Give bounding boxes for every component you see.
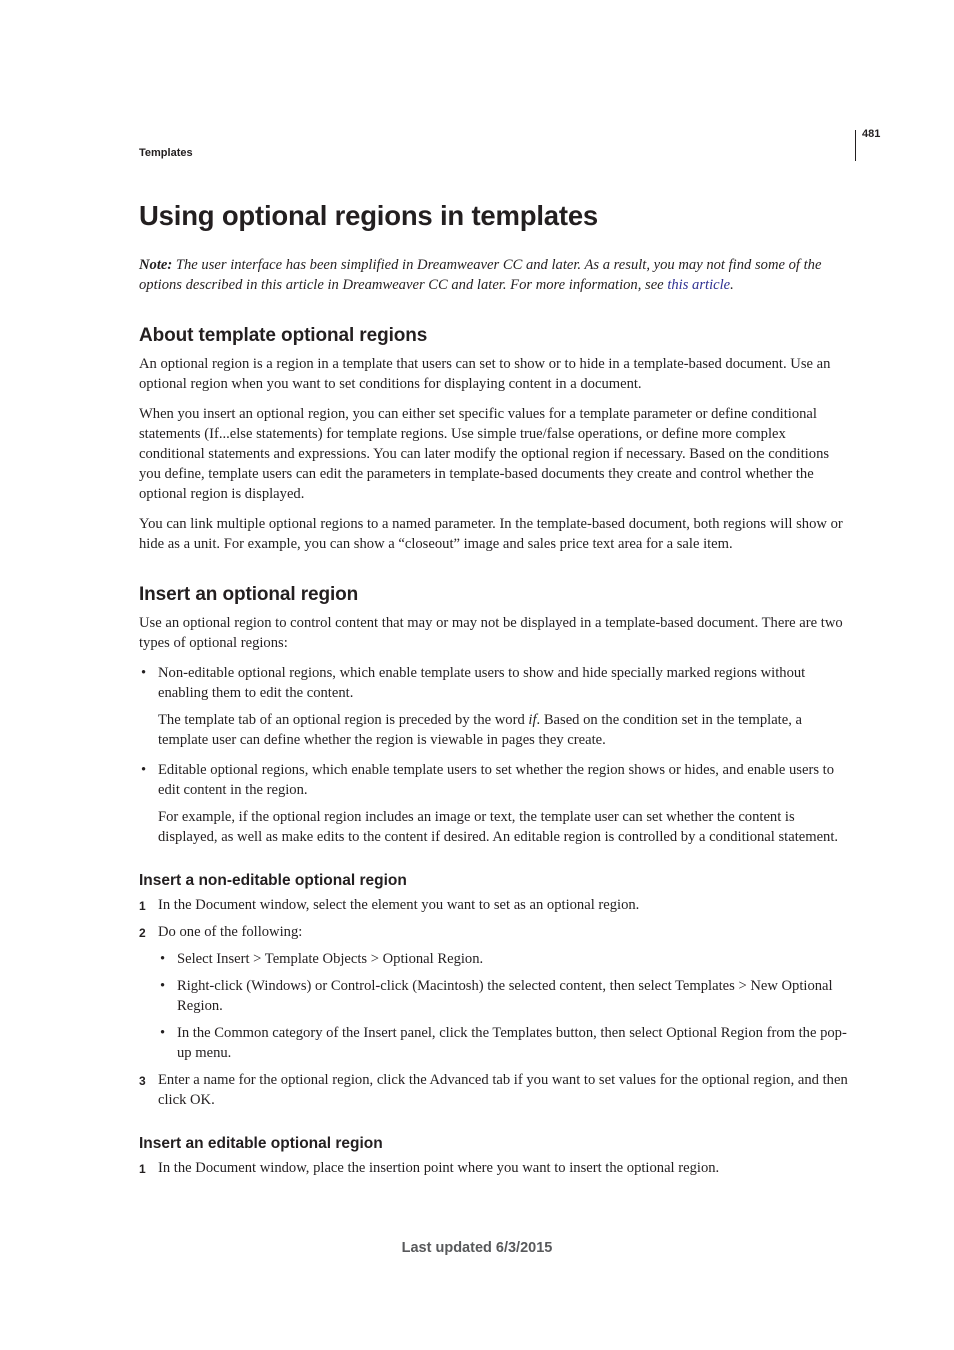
page-number: 481 xyxy=(862,128,881,140)
this-article-link[interactable]: this article xyxy=(667,277,731,293)
running-head: Templates xyxy=(139,147,193,159)
bullet-mark: • xyxy=(141,762,147,778)
sub-list-item xyxy=(139,1023,851,1063)
step-number: 2 xyxy=(139,926,146,940)
step-item xyxy=(139,895,851,915)
paragraph: An optional region is a region in a template that users can set to show or to hide in a template-based document. Use an optional region when you want to set conditions for displaying content in a document. xyxy=(139,356,831,392)
footer-last-updated: Last updated 6/3/2015 xyxy=(401,1240,553,1256)
step-item xyxy=(139,922,851,942)
subsection-heading-editable: Insert an editable optional region xyxy=(139,1135,383,1152)
step-text: In the Document window, place the insertion point where you want to insert the optional region. xyxy=(158,1160,720,1176)
note-end: . xyxy=(730,277,734,293)
section-heading-insert: Insert an optional region xyxy=(139,584,359,605)
paragraph: You can link multiple optional regions to a named parameter. In the template-based document, both regions will show or hide as a unit. For example, you can show a “closeout” image and sales price text area for a sale item. xyxy=(139,516,843,552)
sub-bullet-text: In the Common category of the Insert panel, click the Templates button, then select Optional Region from the pop-up menu. xyxy=(177,1025,847,1061)
emphasis-if: if xyxy=(528,712,537,728)
sub-bullet-text: Select Insert > Template Objects > Optional Region. xyxy=(177,951,484,967)
bullet-subparagraph: The template tab of an optional region is preceded by the word if. Based on the condition set in the template, a template user can define whether the region is viewable in pages they create. xyxy=(158,712,802,748)
section-insert xyxy=(139,582,851,847)
subsection-heading-noneditable: Insert a non-editable optional region xyxy=(139,872,407,889)
bullet-mark: • xyxy=(160,978,166,994)
bullet-text: Non-editable optional regions, which enable template users to show and hide specially marked regions without enabling them to edit the content. xyxy=(158,665,806,701)
step-number: 3 xyxy=(139,1074,146,1088)
bullet-mark: • xyxy=(160,951,166,967)
sub-list-item xyxy=(139,976,851,1016)
paragraph: When you insert an optional region, you can either set specific values for a template parameter or define conditional statements (If...else statements) for template regions. Use simple true/false operations, or define more complex conditional statements and expressions. You can later modify the optional region if necessary. Based on the conditions you define, template users can edit the parameters in template-based documents they create and control whether the optional region is displayed. xyxy=(139,406,830,502)
list-item xyxy=(139,760,851,847)
step-text: Do one of the following: xyxy=(158,924,303,940)
section-about xyxy=(139,323,851,554)
page-content xyxy=(139,196,851,1178)
bullet-subparagraph: For example, if the optional region includes an image or text, the template user can set whether the content is displayed, as well as make edits to the content if desired. An editable region is controlled by a conditional statement. xyxy=(158,809,839,845)
bullet-mark: • xyxy=(141,665,147,681)
step-item xyxy=(139,1070,851,1110)
step-text: Enter a name for the optional region, click the Advanced tab if you want to set values for the optional region, and then click OK. xyxy=(158,1072,848,1108)
section-editable xyxy=(139,1133,851,1178)
step-text: In the Document window, select the element you want to set as an optional region. xyxy=(158,897,640,913)
list-item xyxy=(139,663,851,750)
page-title: Using optional regions in templates xyxy=(139,200,599,231)
section-noneditable xyxy=(139,870,851,1110)
bullet-text: Editable optional regions, which enable template users to set whether the region shows or hides, and enable users to edit content in the region. xyxy=(158,762,834,798)
note-paragraph xyxy=(139,255,851,295)
section-heading-about: About template optional regions xyxy=(139,325,428,346)
bullet-mark: • xyxy=(160,1025,166,1041)
note-text: The user interface has been simplified in Dreamweaver CC and later. As a result, you may not find some of the options described in this article in Dreamweaver CC and later. For more information, see xyxy=(139,257,822,293)
note-label: Note: xyxy=(139,257,173,273)
paragraph: Use an optional region to control content that may or may not be displayed in a template-based document. There are two types of optional regions: xyxy=(139,615,843,651)
step-item xyxy=(139,1158,851,1178)
header-rule xyxy=(855,130,856,161)
sub-list-item xyxy=(139,949,851,969)
sub-bullet-text: Right-click (Windows) or Control-click (Macintosh) the selected content, then select Templates > New Optional Region. xyxy=(177,978,833,1014)
step-number: 1 xyxy=(139,1162,146,1176)
step-number: 1 xyxy=(139,899,146,913)
